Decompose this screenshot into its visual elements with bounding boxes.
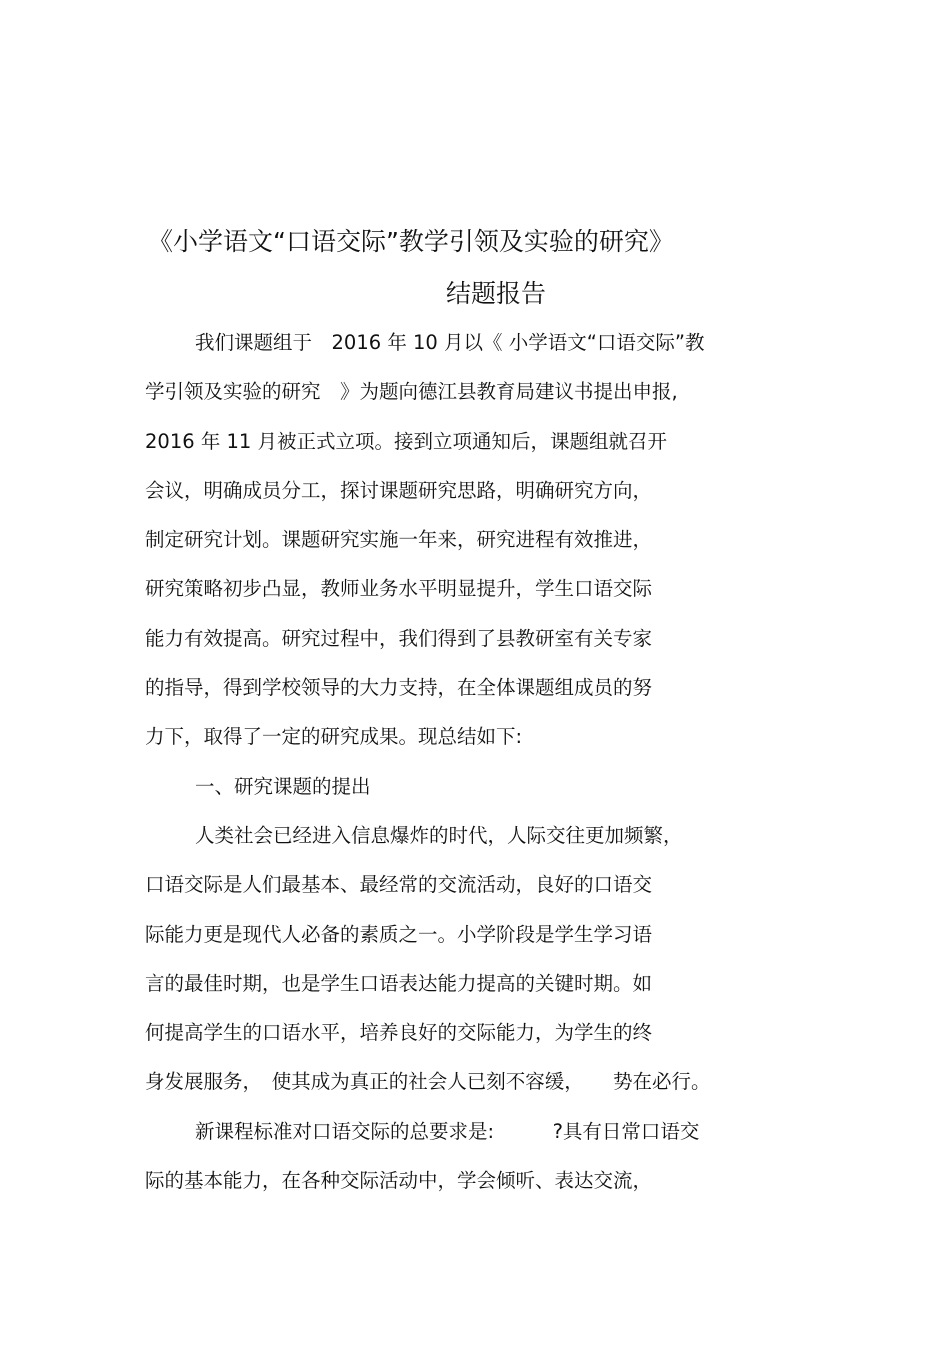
text-line: 的指导，得到学校领导的大力支持，在全体课题组成员的努 xyxy=(145,676,653,700)
text-line: 制定研究计划。课题研究实施一年来，研究进程有效推进， xyxy=(145,528,653,552)
text-line: 口语交际是人们最基本、最经常的交流活动，良好的口语交 xyxy=(145,873,653,897)
text-line: 研究策略初步凸显，教师业务水平明显提升，学生口语交际 xyxy=(145,577,653,601)
text-line: 际的基本能力，在各种交际活动中，学会倾听、表达交流， xyxy=(145,1169,653,1193)
text-line: 2016 年 11 月被正式立项。接到立项通知后，课题组就召开 xyxy=(145,429,668,453)
text-line: 际能力更是现代人必备的素质之一。小学阶段是学生学习语 xyxy=(145,922,653,946)
text-line: 我们课题组于 2016 年 10 月以《 小学语文“口语交际”教 xyxy=(195,331,705,354)
text-line: 会议，明确成员分工，探讨课题研究思路，明确研究方向， xyxy=(145,478,653,502)
text-line: 学引领及实验的研究 》为题向德江县教育局建议书提出申报, xyxy=(145,380,678,404)
document-title: 《小学语文“口语交际”教学引领及实验的研究》 xyxy=(148,227,674,256)
text-line: 力下，取得了一定的研究成果。现总结如下: xyxy=(145,725,523,749)
document-subtitle: 结题报告 xyxy=(446,279,547,308)
text-line: 能力有效提高。研究过程中，我们得到了县教研室有关专家 xyxy=(145,626,653,650)
text-line: 言的最佳时期，也是学生口语表达能力提高的关键时期。如 xyxy=(145,971,653,995)
text-line: 何提高学生的口语水平，培养良好的交际能力，为学生的终 xyxy=(145,1021,653,1045)
text-line: 新课程标准对口语交际的总要求是: ?具有日常口语交 xyxy=(195,1119,700,1143)
text-line: 人类社会已经进入信息爆炸的时代，人际交往更加频繁， xyxy=(195,823,683,847)
section-heading: 一、研究课题的提出 xyxy=(195,774,371,798)
document-body xyxy=(145,325,845,1212)
text-line: 身发展服务， 使其成为真正的社会人已刻不容缓， 势在必行。 xyxy=(145,1070,711,1094)
